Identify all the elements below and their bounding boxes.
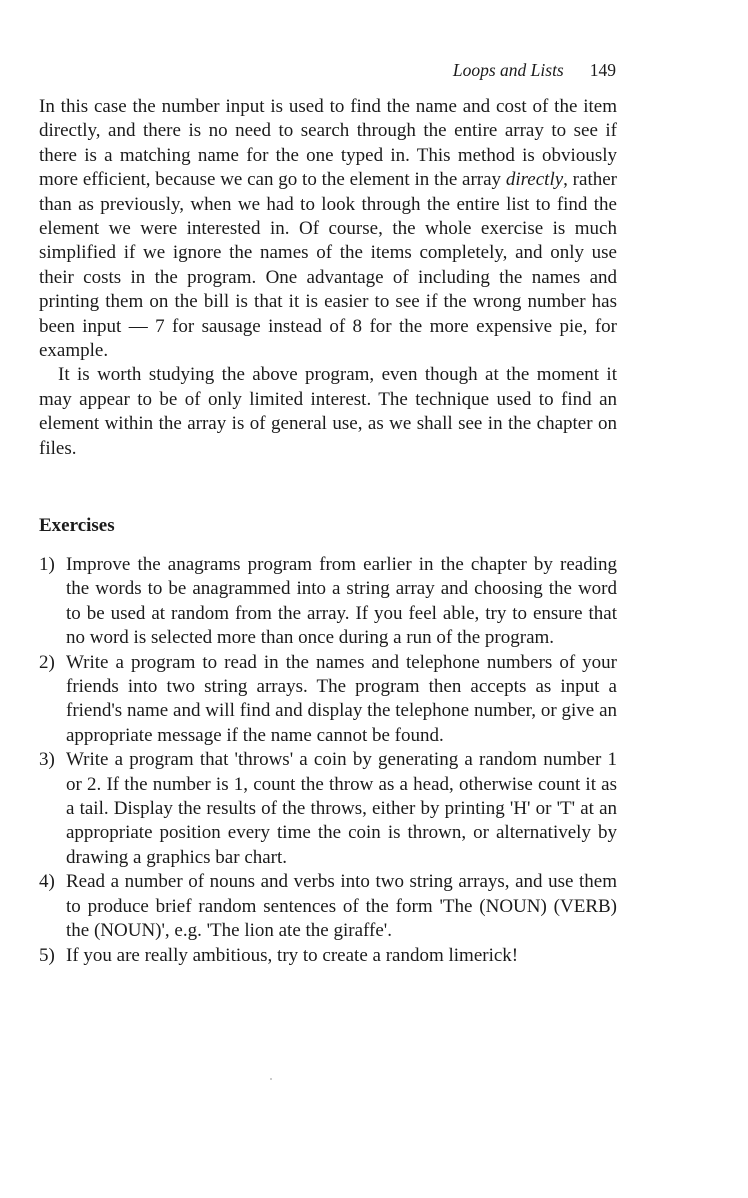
exercises-heading: Exercises bbox=[39, 515, 115, 536]
exercise-item-2 bbox=[39, 651, 617, 749]
exercise-number: 2) bbox=[39, 651, 55, 673]
paragraph-2: It is worth studying the above program, even though at the moment it may appear to be of only limited interest. The technique used to find an element within the array is of general use, as we shall see in the chapter on files. bbox=[39, 364, 617, 459]
running-head bbox=[453, 60, 616, 81]
emphasis: directly bbox=[505, 169, 564, 191]
body-text bbox=[39, 95, 617, 461]
exercise-text: Read a number of nouns and verbs into two string arrays, and use them to produce brief random sentences of the form 'The (NOUN) (VERB) the (NOUN)', e.g. 'The lion ate the giraffe'. bbox=[66, 871, 617, 942]
exercise-number: 3) bbox=[39, 749, 55, 771]
exercise-list bbox=[39, 553, 617, 968]
exercise-number: 4) bbox=[39, 871, 55, 893]
page-number: 149 bbox=[589, 60, 616, 80]
exercise-text: If you are really ambitious, try to create a random limerick! bbox=[66, 944, 519, 966]
exercise-item-3 bbox=[39, 748, 617, 870]
stray-dot bbox=[270, 1078, 272, 1080]
exercise-text: Improve the anagrams program from earlier in the chapter by reading the words to be anagrammed into a string array and choosing the word to be used at random from the array. If you feel able, try to ensure that no word is selected more than once during a run of the program. bbox=[66, 554, 617, 649]
exercise-item-1 bbox=[39, 553, 617, 651]
exercise-number: 1) bbox=[39, 554, 55, 575]
exercise-text: Write a program to read in the names and telephone numbers of your friends into two string arrays. The program then accepts as input a friend's name and will find and display the telephone number, or give an appropriate message if the name cannot be found. bbox=[66, 651, 617, 746]
exercise-number: 5) bbox=[39, 944, 55, 966]
exercise-item-4 bbox=[39, 870, 617, 943]
exercise-text: Write a program that 'throws' a coin by generating a random number 1 or 2. If the number is 1, count the throw as a head, otherwise count it as a tail. Display the results of the throws, either by printing 'H' or 'T' at an appropriate position every time the coin is thrown, or alternatively by drawing a graphics bar chart. bbox=[66, 749, 617, 868]
exercise-item-5 bbox=[39, 944, 617, 968]
chapter-title: Loops and Lists bbox=[452, 60, 564, 80]
paragraph-1: In this case the number input is used to find the name and cost of the item directly, and there is no need to search through the entire array to see if there is a matching name for the one typed in. This method is obviously more efficient, because we can go to the element in the array directly, rather than as previously, when we had to look through the entire list to find the element we were interested in. Of course, the whole exercise is much simplified if we ignore the names of the items completely, and only use their costs in the program. One advantage of including the names and printing them on the bill is that it is easier to see if the wrong number has been input — 7 for sausage instead of 8 for the more expensive pie, for example. bbox=[39, 96, 617, 362]
